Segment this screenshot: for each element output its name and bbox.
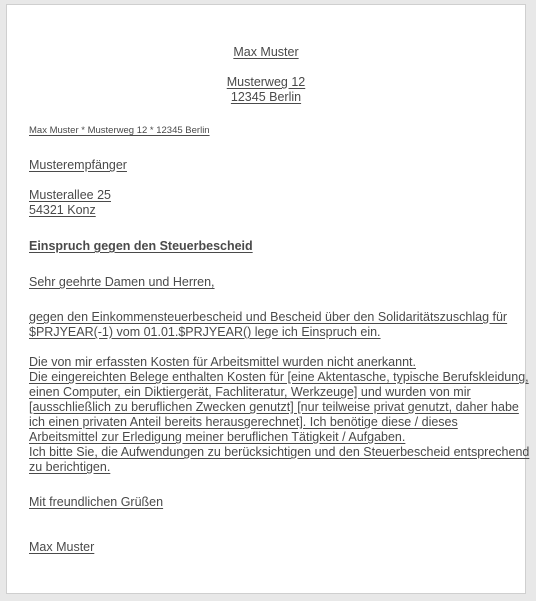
sender-city: 12345 Berlin: [230, 90, 302, 104]
paragraph2-line: Ich bitte Sie, die Aufwendungen zu berücksichtigen und den Steuerbescheid entsprechend: [29, 445, 530, 459]
closing: Mit freundlichen Grüßen: [29, 495, 164, 509]
recipient-city: 54321 Konz: [29, 203, 96, 217]
paragraph2-line: Die von mir erfassten Kosten für Arbeitsmittel wurden nicht anerkannt.: [29, 355, 416, 369]
paragraph1-line: gegen den Einkommensteuerbescheid und Bescheid über den Solidaritätszuschlag für: [29, 310, 508, 324]
subject-line: Einspruch gegen den Steuerbescheid: [29, 239, 253, 253]
sender-street: Musterweg 12: [226, 75, 306, 89]
paragraph2-line: zu berichtigen.: [29, 460, 111, 474]
return-address-line: Max Muster * Musterweg 12 * 12345 Berlin: [29, 125, 210, 136]
paragraph2-line: Arbeitsmittel zur Erledigung meiner beruflichen Tätigkeit / Aufgaben.: [29, 430, 406, 444]
paragraph1-line: $PRJYEAR(-1) vom 01.01.$PRJYEAR() lege ich Einspruch ein.: [29, 325, 381, 339]
paragraph2-line: [ausschließlich zu beruflichen Zwecken genutzt] [nur teilweise privat genutzt, daher habe: [29, 400, 519, 414]
paragraph2-line: Die eingereichten Belege enthalten Kosten für [eine Aktentasche, typische Berufskleidung,: [29, 370, 529, 384]
paragraph2-line: einen Computer, ein Diktiergerät, Fachliteratur, Werkzeuge] und wurden von mir: [29, 385, 471, 399]
sender-name: Max Muster: [233, 45, 299, 59]
recipient-street: Musterallee 25: [29, 188, 111, 202]
salutation: Sehr geehrte Damen und Herren,: [29, 275, 215, 289]
recipient-name: Musterempfänger: [29, 158, 127, 172]
letter-page: [6, 4, 530, 594]
signature: Max Muster: [29, 540, 95, 554]
paragraph2-line: ich einen privaten Anteil bereits herausgerechnet]. Ich benötige diese / dieses: [29, 415, 458, 429]
